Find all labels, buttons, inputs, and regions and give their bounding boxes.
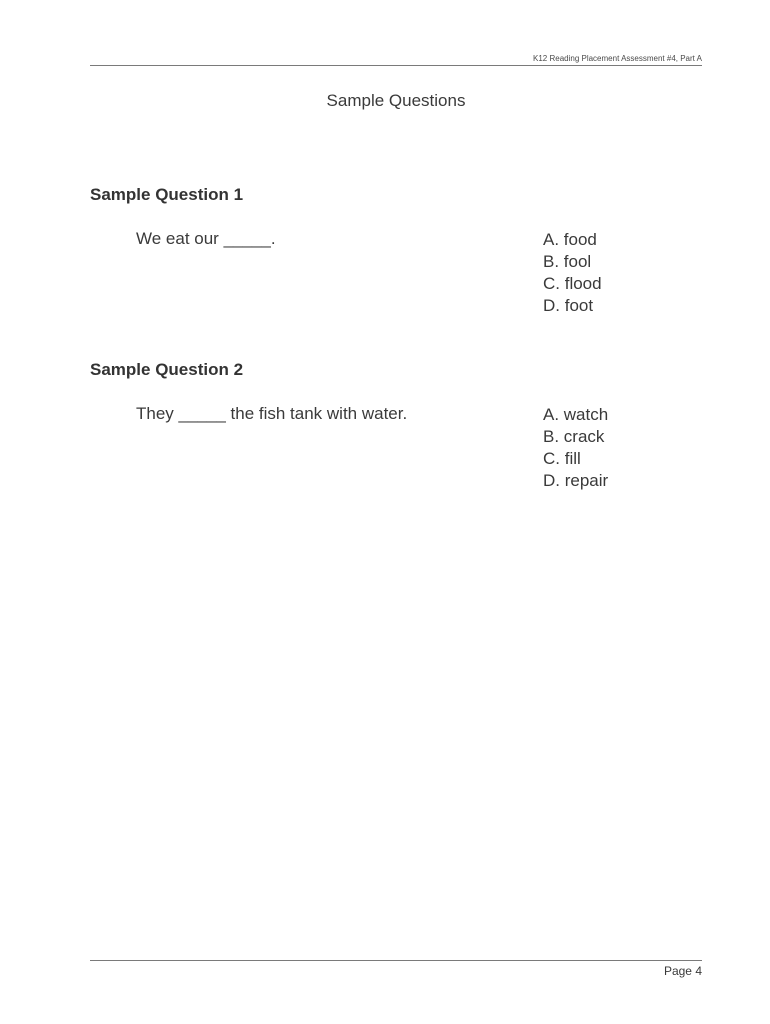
- question-heading: Sample Question 2: [90, 360, 244, 379]
- question-prompt: We eat our _____.: [136, 229, 276, 248]
- footer-divider: [90, 960, 702, 961]
- running-header: K12 Reading Placement Assessment #4, Part A: [533, 54, 702, 63]
- answer-option-d: D. repair: [543, 471, 609, 490]
- question-prompt: They _____ the fish tank with water.: [136, 404, 408, 423]
- answer-option-a: A. watch: [543, 405, 609, 424]
- page-title: Sample Questions: [326, 91, 466, 110]
- answer-option-b: B. crack: [543, 427, 605, 446]
- answer-option-a: A. food: [543, 230, 597, 249]
- header-divider: [90, 65, 702, 66]
- answer-option-c: C. flood: [543, 274, 602, 293]
- answer-option-c: C. fill: [543, 449, 581, 468]
- answer-option-d: D. foot: [543, 296, 594, 315]
- answer-options: [543, 229, 602, 317]
- answer-option-b: B. fool: [543, 252, 592, 271]
- answer-options: [543, 404, 608, 492]
- page-number: Page 4: [663, 964, 702, 978]
- question-heading: Sample Question 1: [90, 185, 244, 204]
